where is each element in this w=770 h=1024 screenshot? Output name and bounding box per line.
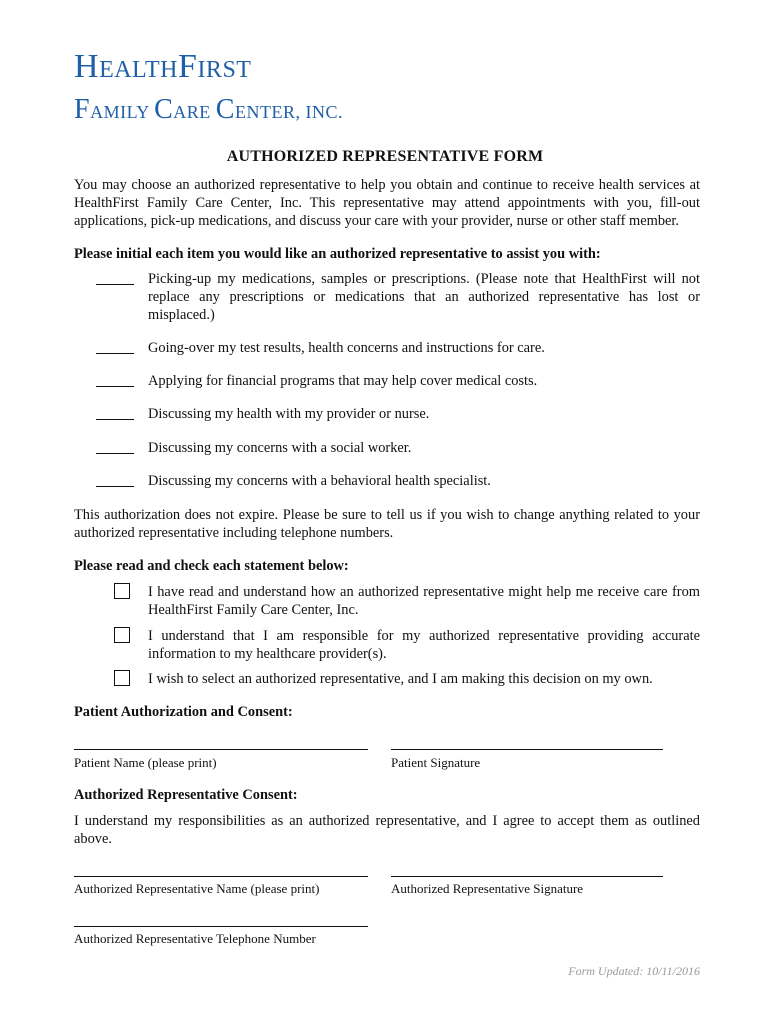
patient-signature-field[interactable] (391, 749, 663, 750)
check-instruction: Please read and check each statement below: (74, 558, 349, 574)
initial-blank[interactable] (96, 270, 134, 288)
rep-phone-label: Authorized Representative Telephone Number (74, 931, 316, 946)
patient-section-title: Patient Authorization and Consent: (74, 704, 293, 720)
intro-paragraph: You may choose an authorized representative to help you obtain and continue to receive health services at HealthFirst Family Care Center, Inc. This representative may attend appointments with you, fill-out applications, pick-up medications, and discuss your care with your provider, nurse or other staff member. (74, 177, 700, 229)
rep-statement: I understand my responsibilities as an authorized representative, and I agree to accept them as outlined above. (74, 813, 700, 847)
rep-phone-field[interactable] (74, 926, 368, 927)
form-title: AUTHORIZED REPRESENTATIVE FORM (226, 148, 544, 165)
rep-name-field[interactable] (74, 876, 368, 877)
expiry-note: This authorization does not expire. Please be sure to tell us if you wish to change anything related to your authorized representative including telephone numbers. (74, 507, 700, 541)
rep-signature-field[interactable] (391, 876, 663, 877)
initial-blank[interactable] (96, 339, 134, 357)
form-updated-date: Form Updated: 10/11/2016 (568, 964, 700, 978)
rep-signature-label: Authorized Representative Signature (391, 881, 584, 896)
initial-blank[interactable] (96, 472, 134, 490)
organization-logo (74, 50, 343, 124)
statement-checkbox[interactable] (114, 583, 130, 599)
statement-checkbox[interactable] (114, 627, 130, 643)
patient-name-field[interactable] (74, 749, 368, 750)
logo-line-2: FAMILY CARE CENTER, INC. (74, 94, 343, 125)
logo-line-1: HEALTHFIRST (74, 48, 252, 85)
statement-checkbox[interactable] (114, 670, 130, 686)
patient-signature-label: Patient Signature (391, 755, 481, 770)
initial-blank[interactable] (96, 439, 134, 457)
form-page: HEALTHFIRST FAMILY CARE CENTER, INC. AUTHORIZED REPRESENTATIVE FORM You may choose an authorized representative to help you obtain and continue to receive health services at HealthFirst Family Care Center, Inc. This representative may attend appointments with you, fill-out applications, pick-up medications, and discuss your care with your provider, nurse or other staff member. Please initial each item you would like an authorized representative to assist you with: Picking-up my medications, samples or prescriptions. (Please note that HealthFirst will not replace any prescriptions or medications that an authorized representative has lost or misplaced.) Going-over my test results, health concerns and instructions for care. Applying for financial programs that may help cover medical costs. Discussing my health with my provider or nurse. Discussing my concerns with a social worker. Discussing my concerns with a behavioral health specialist. This authorization does not expire. Please be sure to tell us if you wish to change anything related to your authorized representative including telephone numbers. Please read and check each statement below: I have read and understand how an authorized representative might help me receive care from HealthFirst Family Care Center, Inc. I understand that I am responsible for my authorized representative providing accurate information to my healthcare provider(s). I wish to select an authorized representative, and I am making this decision on my own. Patient Authorization and Consent: Patient Name (please print) Patient Signature Authorized Representative Consent: I understand my responsibilities as an authorized representative, and I agree to accept them as outlined above. Authorized Representative Name (please print) Authorized Representative Signature Authorized Representative Telephone Number Form Updated: 10/11/2016 (0, 0, 770, 1024)
initial-instruction: Please initial each item you would like an authorized representative to assist you with: (74, 246, 601, 262)
patient-name-label: Patient Name (please print) (74, 755, 217, 770)
initial-blank[interactable] (96, 372, 134, 390)
rep-name-label: Authorized Representative Name (please print) (74, 881, 320, 896)
rep-section-title: Authorized Representative Consent: (74, 787, 298, 803)
initial-blank[interactable] (96, 405, 134, 423)
